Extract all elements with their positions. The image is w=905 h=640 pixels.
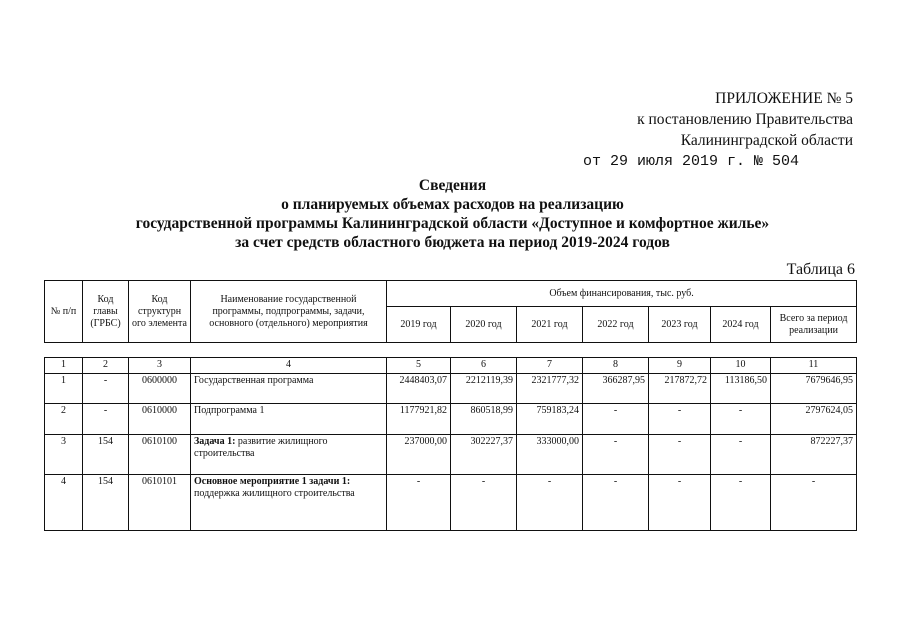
appendix-line1: к постановлению Правительства bbox=[637, 111, 853, 128]
table-row bbox=[45, 435, 857, 475]
column-number-row bbox=[45, 358, 857, 374]
header-total: Всего за период реализации bbox=[771, 307, 857, 343]
header-grbs: Код главы (ГРБС) bbox=[83, 281, 129, 343]
header-year-2023: 2023 год bbox=[649, 307, 711, 343]
row-2019: - bbox=[387, 475, 451, 531]
row-code: 0600000 bbox=[129, 374, 191, 404]
row-num: 3 bbox=[45, 435, 83, 475]
row-2024: - bbox=[711, 404, 771, 435]
col-number: 1 bbox=[45, 358, 83, 374]
row-num: 4 bbox=[45, 475, 83, 531]
row-2019: 1177921,82 bbox=[387, 404, 451, 435]
table-header bbox=[44, 280, 857, 343]
row-name-text: поддержка жилищного строительства bbox=[194, 488, 355, 499]
appendix-line2: Калининградской области bbox=[680, 132, 853, 149]
appendix-block bbox=[583, 88, 853, 172]
row-name-bold: Задача 1: bbox=[194, 436, 236, 447]
row-2021: 2321777,32 bbox=[517, 374, 583, 404]
row-code: 0610101 bbox=[129, 475, 191, 531]
row-total: 872227,37 bbox=[771, 435, 857, 475]
row-2022: - bbox=[583, 404, 649, 435]
col-number: 8 bbox=[583, 358, 649, 374]
table-number: Таблица 6 bbox=[786, 261, 855, 278]
row-name bbox=[191, 404, 387, 435]
row-2023: - bbox=[649, 435, 711, 475]
appendix-date: от 29 июля 2019 г. № 504 bbox=[582, 153, 799, 170]
row-total: - bbox=[771, 475, 857, 531]
header-year-2024: 2024 год bbox=[711, 307, 771, 343]
row-code: 0610000 bbox=[129, 404, 191, 435]
row-2021: 759183,24 bbox=[517, 404, 583, 435]
row-num: 1 bbox=[45, 374, 83, 404]
row-grbs: 154 bbox=[83, 475, 129, 531]
row-total: 2797624,05 bbox=[771, 404, 857, 435]
row-2020: 302227,37 bbox=[451, 435, 517, 475]
document-heading bbox=[0, 176, 905, 252]
heading-line4: за счет средств областного бюджета на период 2019-2024 годов bbox=[235, 234, 670, 251]
row-2022: - bbox=[583, 435, 649, 475]
col-number: 11 bbox=[771, 358, 857, 374]
row-2024: - bbox=[711, 435, 771, 475]
row-2021: - bbox=[517, 475, 583, 531]
row-grbs: - bbox=[83, 374, 129, 404]
header-year-2019: 2019 год bbox=[387, 307, 451, 343]
row-code: 0610100 bbox=[129, 435, 191, 475]
col-number: 10 bbox=[711, 358, 771, 374]
row-name-bold: Основное мероприятие 1 задачи 1: bbox=[194, 476, 351, 487]
col-number: 3 bbox=[129, 358, 191, 374]
heading-line1: Сведения bbox=[418, 177, 487, 194]
header-year-2022: 2022 год bbox=[583, 307, 649, 343]
row-name-text: Государственная программа bbox=[194, 375, 314, 386]
table-row bbox=[45, 404, 857, 435]
col-number: 6 bbox=[451, 358, 517, 374]
table-row bbox=[45, 475, 857, 531]
header-num: № п/п bbox=[45, 281, 83, 343]
row-name bbox=[191, 374, 387, 404]
row-2023: - bbox=[649, 475, 711, 531]
col-number: 5 bbox=[387, 358, 451, 374]
heading-line3: государственной программы Калининградской области «Доступное и комфортное жилье» bbox=[135, 215, 770, 232]
row-grbs: - bbox=[83, 404, 129, 435]
row-2024: 113186,50 bbox=[711, 374, 771, 404]
col-number: 2 bbox=[83, 358, 129, 374]
row-2021: 333000,00 bbox=[517, 435, 583, 475]
row-2019: 2448403,07 bbox=[387, 374, 451, 404]
row-name-text: Подпрограмма 1 bbox=[194, 405, 265, 416]
row-name-text: развитие жилищного строительства bbox=[194, 436, 328, 459]
row-2024: - bbox=[711, 475, 771, 531]
row-2020: - bbox=[451, 475, 517, 531]
row-num: 2 bbox=[45, 404, 83, 435]
row-2023: - bbox=[649, 404, 711, 435]
table-row bbox=[45, 374, 857, 404]
row-2023: 217872,72 bbox=[649, 374, 711, 404]
row-2020: 860518,99 bbox=[451, 404, 517, 435]
appendix-title: ПРИЛОЖЕНИЕ № 5 bbox=[715, 90, 853, 107]
heading-line2: о планируемых объемах расходов на реализацию bbox=[281, 196, 624, 213]
row-2019: 237000,00 bbox=[387, 435, 451, 475]
row-2020: 2212119,39 bbox=[451, 374, 517, 404]
header-name: Наименование государственной программы, подпрограммы, задачи, основного (отдельного) мероприятия bbox=[191, 281, 387, 343]
header-funding: Объем финансирования, тыс. руб. bbox=[387, 281, 857, 307]
row-2022: - bbox=[583, 475, 649, 531]
col-number: 7 bbox=[517, 358, 583, 374]
row-name bbox=[191, 475, 387, 531]
header-struct: Код структурн ого элемента bbox=[129, 281, 191, 343]
row-total: 7679646,95 bbox=[771, 374, 857, 404]
header-year-2021: 2021 год bbox=[517, 307, 583, 343]
row-2022: 366287,95 bbox=[583, 374, 649, 404]
row-grbs: 154 bbox=[83, 435, 129, 475]
row-name bbox=[191, 435, 387, 475]
col-number: 4 bbox=[191, 358, 387, 374]
col-number: 9 bbox=[649, 358, 711, 374]
header-year-2020: 2020 год bbox=[451, 307, 517, 343]
data-table bbox=[44, 357, 857, 531]
